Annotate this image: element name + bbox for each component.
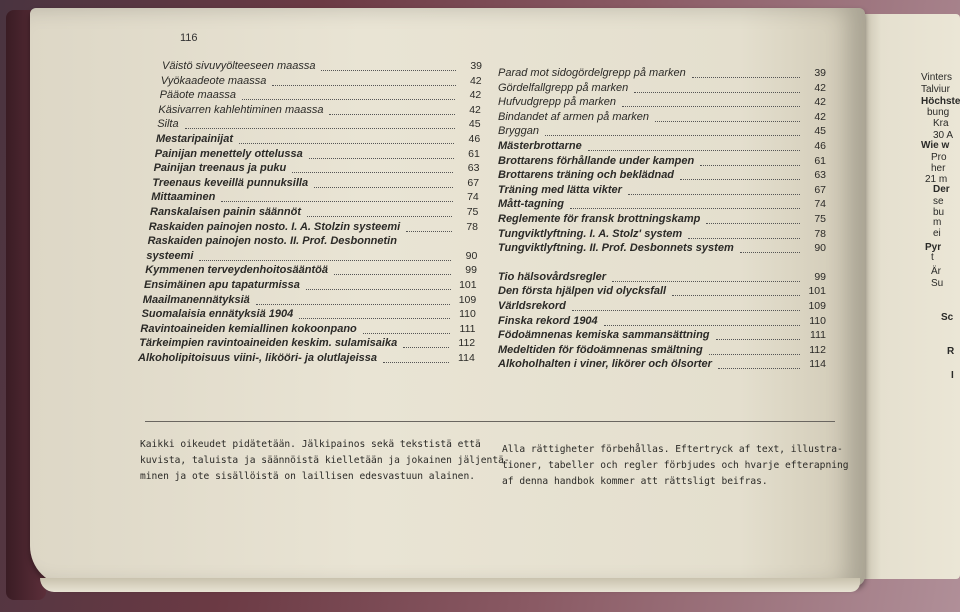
next-page-text-fragment: Pyr [925, 242, 942, 253]
toc-page-number: 112 [809, 343, 826, 356]
leader-dots [545, 126, 800, 136]
notice-line: minen ja ote sisällöistä on laillisen edesvastuun alainen. [140, 471, 476, 482]
toc-page-number: 90 [465, 249, 478, 262]
next-page-text-fragment: bung [927, 107, 950, 118]
toc-page-number: 111 [810, 329, 826, 342]
toc-page-number: 110 [809, 314, 826, 327]
leader-dots [329, 105, 454, 115]
toc-entry-title: Mittaaminen [151, 191, 216, 204]
toc-page-number: 75 [466, 206, 479, 218]
toc-page-number: 112 [458, 337, 476, 350]
leader-dots [634, 83, 800, 93]
next-page-text-fragment: Wie w [921, 140, 950, 151]
toc-entry-title: Pääote maassa [159, 89, 237, 102]
toc-entry-title: Ravintoaineiden kemiallinen kokoonpano [140, 322, 357, 335]
toc-page-number: 67 [814, 183, 826, 196]
toc-entry-title: Tio hälsovårdsregler [498, 270, 607, 283]
toc-entry [158, 104, 323, 117]
toc-entry [498, 67, 686, 80]
toc-entry [498, 111, 649, 124]
page-number: 116 [180, 32, 198, 44]
toc-entry [498, 344, 703, 357]
leader-dots [716, 330, 800, 340]
toc-entry [498, 82, 628, 95]
toc-entry-title: Mått-tagning [498, 198, 564, 211]
next-page-text-fragment: Kra [933, 118, 949, 129]
toc-entry [155, 148, 303, 161]
toc-entry-title: Finska rekord 1904 [498, 314, 598, 327]
leader-dots [242, 90, 455, 100]
toc-page-number: 109 [458, 293, 477, 306]
toc-entry [498, 125, 539, 138]
toc-entry-title: Vyökaadeote maassa [160, 74, 267, 87]
leader-dots [718, 359, 800, 369]
leader-dots [588, 141, 800, 151]
leader-dots [570, 199, 800, 209]
toc-entry-title: Parad mot sidogördelgrepp på marken [498, 67, 686, 79]
toc-entry-title: Tärkeimpien ravintoaineiden keskim. sulamisaika [139, 337, 398, 350]
leader-dots [256, 295, 450, 305]
toc-page-number: 39 [814, 67, 826, 79]
toc-entry [498, 213, 700, 226]
toc-entry-title: Ensimäinen apu tapaturmissa [144, 279, 300, 291]
toc-page-number: 63 [814, 169, 826, 182]
toc-entry-title: Treenaus keveillä punnuksilla [152, 176, 309, 189]
next-page-text-fragment: Är [931, 266, 941, 277]
notice-finnish [140, 437, 510, 485]
toc-entry [498, 300, 566, 313]
toc-page-number: 101 [459, 279, 477, 291]
leader-dots [403, 338, 449, 348]
toc-entry [139, 337, 397, 350]
toc-entry [150, 206, 301, 219]
toc-page-number: 114 [809, 358, 826, 371]
toc-entry [143, 294, 250, 307]
leader-dots [680, 170, 800, 180]
toc-entry-title: Brottarens träning och beklädnad [498, 169, 675, 182]
toc-entry [149, 221, 400, 234]
toc-entry-title: systeemi [146, 249, 194, 262]
leader-dots [572, 301, 800, 311]
toc-page-number: 101 [808, 285, 826, 298]
toc-page-number: 74 [814, 198, 826, 211]
toc-page-number: 90 [814, 242, 826, 255]
toc-entry-title: Brottarens förhållande under kampen [498, 154, 695, 167]
toc-entry [498, 155, 694, 168]
notice-swedish [502, 442, 849, 490]
notice-line: tioner, tabeller och regler förbjudes och hvarje efterapning [502, 460, 849, 471]
toc-entry [140, 323, 356, 336]
toc-entry [156, 133, 233, 146]
toc-page-number: 74 [467, 191, 479, 204]
toc-entry [146, 250, 193, 263]
leader-dots [272, 76, 455, 86]
toc-page-number: 46 [468, 133, 481, 145]
next-page-text-fragment: Vinters [921, 72, 952, 83]
next-page-text-fragment: Talviur [921, 84, 950, 95]
toc-entry [157, 118, 178, 131]
toc-entry [138, 352, 377, 365]
toc-entry-title: Bindandet af armen på marken [498, 110, 650, 123]
notice-line: Kaikki oikeudet pidätetään. Jälkipainos sekä tekstistä että [140, 439, 481, 450]
next-page-text-fragment: 30 A [933, 130, 954, 141]
toc-entry [498, 96, 616, 109]
next-page-edge [855, 14, 960, 579]
next-page-text-fragment: m [933, 217, 942, 228]
toc-entry [161, 75, 267, 88]
toc-entry-title: Raskaiden painojen nosto. II. Prof. Desbonnetin [147, 235, 397, 248]
toc-page-number: 46 [814, 140, 826, 152]
toc-entry-title: Ranskalaisen painin säännöt [150, 206, 301, 218]
leader-dots [383, 353, 449, 363]
next-page-text-fragment: Su [931, 278, 944, 289]
toc-page-number: 61 [468, 147, 480, 160]
leader-dots [334, 265, 451, 275]
toc-entry [154, 162, 287, 175]
toc-entry [498, 358, 712, 371]
toc-page-number: 99 [465, 264, 477, 277]
toc-page-number: 42 [469, 103, 481, 116]
toc-page-number: 42 [814, 96, 826, 109]
toc-page-number: 45 [814, 125, 826, 138]
toc-entry [498, 228, 682, 241]
next-page-text-fragment: se [933, 196, 944, 207]
leader-dots [688, 229, 800, 239]
toc-entry-title: Reglemente för fransk brottningskamp [498, 213, 701, 225]
toc-entry-title: Bryggan [498, 125, 539, 138]
toc-entry [498, 169, 674, 182]
leader-dots [692, 68, 800, 78]
toc-entry-title: Hufvudgrepp på marken [498, 96, 617, 109]
leader-dots [185, 119, 455, 129]
notice-line: Alla rättigheter förbehållas. Eftertryck af text, illustra- [502, 444, 843, 455]
toc-page-number: 78 [466, 220, 479, 233]
next-page-text-fragment: I [951, 370, 954, 381]
toc-entry [498, 285, 666, 298]
next-page-text-fragment: her [931, 163, 946, 174]
toc-page-number: 42 [469, 74, 482, 87]
leader-dots [740, 243, 800, 253]
next-page-text-fragment: 21 m [925, 174, 948, 185]
leader-dots [622, 97, 800, 107]
leader-dots [321, 61, 456, 71]
leader-dots [299, 309, 450, 319]
divider-rule [145, 421, 835, 422]
notice-line: kuvista, taluista ja säännöistä kielletään ja jokainen jäljentä- [140, 455, 510, 466]
toc-entry-title: Tungviktlyftning. II. Prof. Desbonnets system [498, 242, 734, 255]
toc-entry [498, 271, 606, 284]
toc-entry [498, 198, 564, 211]
leader-dots [306, 280, 451, 290]
toc-entry-title: Tungviktlyftning. I. A. Stolz' system [498, 227, 683, 240]
leader-dots [604, 316, 800, 326]
toc-page-number: 61 [814, 154, 826, 167]
leader-dots [406, 222, 452, 232]
toc-page-number: 42 [814, 81, 826, 94]
page-bottom-edge [40, 578, 860, 592]
leader-dots [309, 149, 454, 159]
toc-page-number: 42 [469, 89, 482, 102]
toc-entry [162, 60, 315, 73]
toc-entry-title: Suomalaisia ennätyksiä 1904 [141, 308, 294, 321]
toc-entry-title: Kymmenen terveydenhoitosääntöä [145, 264, 328, 277]
toc-page-number: 78 [814, 227, 826, 240]
toc-entry [144, 279, 300, 292]
toc-entry-title: Alkoholipitoisuus viini-, likööri- ja olutlajeissa [138, 352, 377, 364]
toc-page-number: 39 [470, 60, 482, 72]
toc-page-number: 99 [814, 270, 826, 283]
next-page-text-fragment: R [947, 346, 955, 357]
toc-entry-title: Väistö sivuvyölteeseen maassa [162, 60, 316, 72]
toc-entry [498, 184, 622, 197]
next-page-text-fragment: ei [933, 228, 941, 239]
toc-entry-title: Maailmanennätyksiä [142, 293, 250, 306]
toc-entry-title: Gördelfallgrepp på marken [498, 81, 629, 94]
toc-entry-title: Painijan menettely ottelussa [154, 147, 303, 160]
toc-entry-title: Träning med lätta vikter [498, 183, 622, 196]
leader-dots [239, 134, 454, 144]
toc-entry [498, 315, 598, 328]
toc-entry-title: Alkoholhalten i viner, likörer och ölsorter [498, 358, 712, 371]
toc-page-number: 111 [459, 322, 476, 335]
toc-page-number: 63 [467, 162, 480, 175]
leader-dots [706, 214, 800, 224]
toc-entry-title: Silta [157, 118, 179, 131]
leader-dots [709, 345, 800, 355]
notice-line: af denna handbok kommer att rättsligt beifras. [502, 476, 768, 487]
leader-dots [199, 251, 451, 261]
leader-dots [672, 286, 800, 296]
toc-entry [148, 235, 397, 248]
toc-page-number: 110 [459, 308, 476, 321]
toc-page-number: 109 [808, 300, 826, 312]
leader-dots [700, 156, 800, 166]
toc-entry-title: Käsivarren kahlehtiminen maassa [158, 103, 324, 116]
toc-entry-title: Mestaripainijat [156, 133, 234, 145]
toc-entry [498, 140, 582, 153]
toc-entry [160, 89, 236, 102]
toc-entry [498, 329, 710, 342]
leader-dots [655, 112, 800, 122]
next-page-text-fragment: t [931, 252, 934, 263]
toc-entry [142, 308, 294, 321]
toc-entry-title: Painijan treenaus ja puku [153, 162, 287, 175]
leader-dots [628, 185, 800, 195]
toc-page-number: 42 [814, 110, 826, 123]
next-page-text-fragment: Höchste [921, 96, 960, 107]
leader-dots [612, 272, 800, 282]
toc-page-number: 45 [468, 118, 481, 131]
leader-dots [314, 178, 453, 188]
leader-dots [307, 207, 452, 217]
toc-entry [145, 264, 328, 277]
toc-entry-title: Den första hjälpen vid olycksfall [498, 285, 667, 298]
leader-dots [363, 324, 450, 334]
toc-page-number: 114 [458, 352, 475, 364]
toc-entry [151, 191, 215, 204]
leader-dots [292, 163, 453, 173]
toc-entry-title: Mästerbrottarne [498, 140, 582, 152]
toc-entry-title: Medeltiden för födoämnenas smältning [498, 343, 703, 356]
next-page-text-fragment: Sc [941, 312, 954, 323]
toc-entry [152, 177, 308, 190]
toc-entry [498, 242, 734, 255]
next-page-text-fragment: bu [933, 207, 945, 218]
next-page-text-fragment: Pro [931, 152, 947, 163]
toc-page-number: 67 [467, 176, 480, 189]
next-page-text-fragment: Der [933, 184, 950, 195]
toc-entry-title: Världsrekord [498, 300, 566, 312]
toc-page-number: 75 [814, 213, 826, 225]
toc-entry-title: Raskaiden painojen nosto. I. A. Stolzin systeemi [148, 220, 401, 233]
toc-entry-title: Födoämnenas kemiska sammansättning [498, 329, 710, 342]
leader-dots [221, 192, 452, 202]
